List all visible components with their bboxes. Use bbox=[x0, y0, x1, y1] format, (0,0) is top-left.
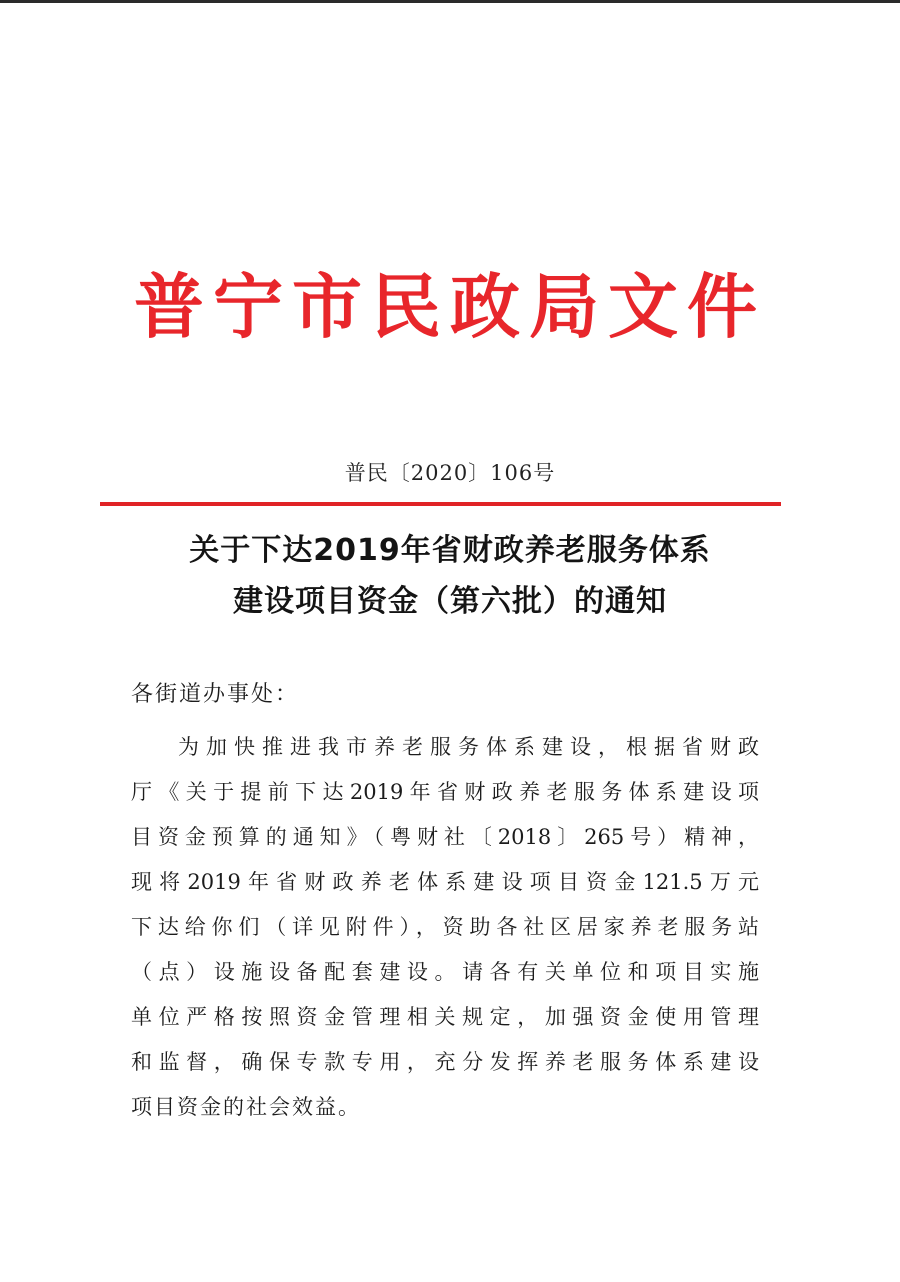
body-text-line: 项目资金的社会效益。 bbox=[131, 1095, 361, 1119]
addressee: 各街道办事处： bbox=[131, 682, 300, 707]
body-text-line: 和监督，确保专款专用，充分发挥养老服务体系建设 bbox=[131, 1050, 759, 1074]
scan-top-edge bbox=[0, 0, 900, 3]
notice-title-line-1: 关于下达2019年省财政养老服务体系 bbox=[189, 533, 711, 568]
body-text-line: 下达给你们（详见附件），资助各社区居家养老服务站 bbox=[131, 915, 759, 939]
body-text-line: 为加快推进我市养老服务体系建设，根据省财政 bbox=[178, 735, 759, 759]
document-masthead: 普宁市民政局文件 bbox=[134, 266, 766, 348]
notice-title-line-2: 建设项目资金（第六批）的通知 bbox=[233, 584, 667, 619]
red-separator-line bbox=[100, 502, 781, 506]
body-text-line: 厅《关于提前下达2019年省财政养老服务体系建设项 bbox=[131, 780, 759, 804]
body-text-line: （点）设施设备配套建设。请各有关单位和项目实施 bbox=[131, 960, 759, 984]
document-number: 普民〔2020〕106号 bbox=[344, 461, 556, 485]
body-text-line: 现将2019年省财政养老体系建设项目资金121.5万元 bbox=[131, 870, 759, 894]
body-text-line: 单位严格按照资金管理相关规定，加强资金使用管理 bbox=[131, 1005, 759, 1029]
body-text-line: 目资金预算的通知》（粤财社〔2018〕265号）精神， bbox=[131, 825, 759, 849]
